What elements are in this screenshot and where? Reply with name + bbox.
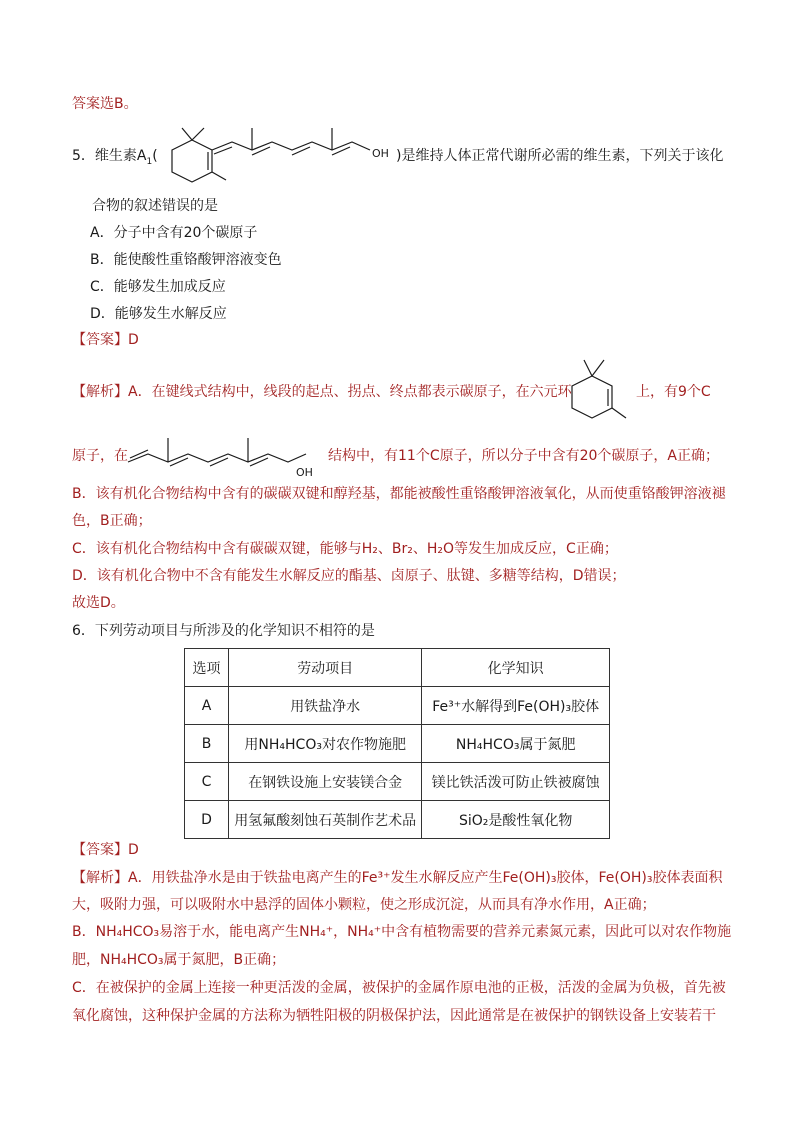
table-cell: C bbox=[185, 763, 229, 801]
side-chain-double-2 bbox=[170, 458, 188, 466]
q5-analysis-b-line2: 色，B正确； bbox=[72, 513, 152, 529]
ring-hexagon bbox=[572, 376, 612, 418]
q5-answer bbox=[72, 330, 139, 350]
table-row bbox=[185, 725, 610, 763]
q5-analysis-a-line1 bbox=[72, 382, 572, 402]
vitamin-a-bonds bbox=[172, 128, 370, 182]
side-chain-double-4 bbox=[250, 458, 268, 466]
vitamin-a-structure bbox=[152, 122, 392, 192]
header-labor-item: 劳动项目 bbox=[229, 649, 422, 687]
ring-methyl-b bbox=[592, 360, 604, 376]
q6-table bbox=[184, 648, 610, 839]
side-chain-oh-label: OH bbox=[296, 466, 313, 479]
q6-analysis-c-line1: C．在被保护的金属上连接一种更活泼的金属，被保护的金属作原电池的正极，活泼的金属为负极，首先被 bbox=[72, 980, 726, 996]
side-chain-bonds bbox=[128, 454, 306, 462]
structure-oh-label: OH bbox=[372, 147, 389, 160]
ring-methyl-c bbox=[612, 408, 626, 418]
header-option: 选项 bbox=[185, 649, 229, 687]
table-row bbox=[185, 801, 610, 839]
side-chain-structure bbox=[124, 420, 324, 480]
side-chain-double-3 bbox=[210, 458, 228, 466]
six-membered-ring-structure bbox=[560, 356, 640, 422]
q5-analysis-label: 【解析】 bbox=[72, 384, 128, 400]
q6-answer bbox=[72, 840, 139, 860]
table-row bbox=[185, 763, 610, 801]
table-cell: 用NH₄HCO₃对农作物施肥 bbox=[229, 725, 422, 763]
q6-answer-value: D bbox=[128, 842, 139, 858]
q6-analysis-b-line2: 肥，NH₄HCO₃属于氮肥，B正确； bbox=[72, 952, 286, 968]
q5-open-paren: ( bbox=[152, 148, 158, 164]
table-cell: A bbox=[185, 687, 229, 725]
q5-stem-line2: 合物的叙述错误的是 bbox=[92, 198, 218, 214]
table-cell: 用铁盐净水 bbox=[229, 687, 422, 725]
side-chain-double-1 bbox=[130, 450, 148, 458]
table-row bbox=[185, 687, 610, 725]
ring-methyl bbox=[212, 172, 226, 180]
table-cell: B bbox=[185, 725, 229, 763]
ring-bonds bbox=[172, 140, 212, 182]
q5-analysis-a-line2-start: 原子，在 bbox=[72, 448, 128, 464]
chain-double-4 bbox=[332, 147, 350, 155]
q5-option-d: D．能够发生水解反应 bbox=[90, 306, 227, 322]
q5-conclusion: 故选D。 bbox=[72, 595, 125, 611]
q5-answer-value: D bbox=[128, 332, 139, 348]
chain-double-2 bbox=[252, 147, 270, 155]
q5-stem-start bbox=[72, 146, 158, 166]
q5-answer-label: 【答案】 bbox=[72, 332, 128, 348]
table-cell: 用氢氟酸刻蚀石英制作艺术品 bbox=[229, 801, 422, 839]
previous-answer-line: 答案选B。 bbox=[72, 96, 138, 112]
q5-analysis-a-text: A．在键线式结构中，线段的起点、拐点、终点都表示碳原子，在六元环 bbox=[128, 384, 572, 400]
q5-analysis-a-line2-end: 结构中，有11个C原子，所以分子中含有20个碳原子，A正确； bbox=[328, 448, 719, 464]
gem-methyl-2 bbox=[192, 128, 204, 140]
q5-option-b: B．能使酸性重铬酸钾溶液变色 bbox=[90, 252, 282, 268]
table-cell: NH₄HCO₃属于氮肥 bbox=[422, 725, 610, 763]
q6-answer-label: 【答案】 bbox=[72, 842, 128, 858]
q6-analysis-label: 【解析】 bbox=[72, 870, 128, 886]
q6-analysis-b-line1: B．NH₄HCO₃易溶于水，能电离产生NH₄⁺，NH₄⁺中含有植物需要的营养元素氮元素，因此可以对农作物施 bbox=[72, 924, 732, 940]
table-cell: SiO₂是酸性氧化物 bbox=[422, 801, 610, 839]
table-cell: 在钢铁设施上安装镁合金 bbox=[229, 763, 422, 801]
q5-number-prefix: 5．维生素A bbox=[72, 148, 147, 164]
q6-analysis-c-line2: 氧化腐蚀，这种保护金属的方法称为牺牲阳极的阴极保护法，因此通常是在被保护的钢铁设备上安装若干 bbox=[72, 1008, 716, 1024]
header-chem-knowledge: 化学知识 bbox=[422, 649, 610, 687]
q5-analysis-d: D．该有机化合物中不含有能发生水解反应的酯基、卤原子、肽键、多糖等结构，D错误； bbox=[72, 568, 626, 584]
q5-analysis-c: C．该有机化合物结构中含有碳碳双键，能够与H₂、Br₂、H₂O等发生加成反应，C正确； bbox=[72, 541, 618, 557]
q5-subscript: 1 bbox=[146, 156, 153, 167]
ring-methyl-a bbox=[584, 360, 592, 376]
q6-analysis-a-line1 bbox=[72, 868, 722, 888]
q5-option-a: A．分子中含有20个碳原子 bbox=[90, 225, 258, 241]
q6-stem: 6．下列劳动项目与所涉及的化学知识不相符的是 bbox=[72, 623, 375, 639]
gem-methyl-1 bbox=[182, 128, 192, 140]
table-cell: Fe³⁺水解得到Fe(OH)₃胶体 bbox=[422, 687, 610, 725]
q5-analysis-a-line1-end: 上，有9个C bbox=[636, 384, 711, 400]
chain-double-3 bbox=[292, 147, 310, 155]
q5-stem-rest: )是维持人体正常代谢所必需的维生素，下列关于该化 bbox=[396, 148, 724, 164]
q6-analysis-a-text: A．用铁盐净水是由于铁盐电离产生的Fe³⁺发生水解反应产生Fe(OH)₃胶体，Fe(OH)₃胶体表面积 bbox=[128, 870, 723, 886]
table-cell: D bbox=[185, 801, 229, 839]
q6-analysis-a-line2: 大，吸附力强，可以吸附水中悬浮的固体小颗粒，使之形成沉淀，从而具有净水作用，A正确； bbox=[72, 897, 656, 913]
q5-option-c: C．能够发生加成反应 bbox=[90, 279, 226, 295]
table-cell: 镁比铁活泼可防止铁被腐蚀 bbox=[422, 763, 610, 801]
q5-analysis-b-line1: B．该有机化合物结构中含有的碳碳双键和醇羟基，都能被酸性重铬酸钾溶液氧化，从而使重铬酸钾溶液褪 bbox=[72, 486, 726, 502]
table-header-row bbox=[185, 649, 610, 687]
